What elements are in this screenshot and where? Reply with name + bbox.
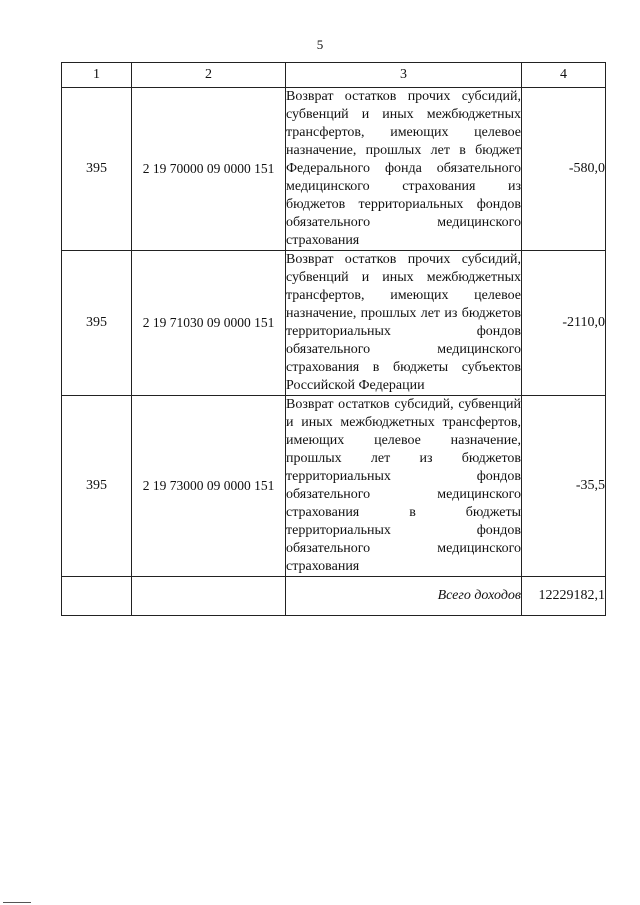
column-header-4: 4 [522, 63, 606, 88]
description-cell: Возврат остатков прочих субсидий, субвенций и иных межбюджетных трансфертов, имеющих целевое назначение, прошлых лет в бюджет Федерального фонда обязательного медицинского страхования из бюджетов территориальных фондов обязательного медицинского страхования [286, 88, 522, 251]
table-row [62, 88, 606, 251]
amount-cell: -35,5 [522, 396, 606, 577]
page-number: 5 [316, 37, 324, 52]
empty-cell [62, 577, 132, 616]
budget-code-cell: 2 19 70000 09 0000 151 [132, 88, 286, 251]
admin-code-cell: 395 [62, 251, 132, 396]
empty-cell [132, 577, 286, 616]
table-row [62, 396, 606, 577]
footer-mark [3, 902, 31, 903]
column-header-1: 1 [62, 63, 132, 88]
description-cell: Возврат остатков субсидий, субвенций и иных межбюджетных трансфертов, имеющих целевое назначение, прошлых лет из бюджетов территориальных фондов обязательного медицинского страхования в бюджеты территориальных фондов обязательного медицинского страхования [286, 396, 522, 577]
budget-code-cell: 2 19 71030 09 0000 151 [132, 251, 286, 396]
budget-code-cell: 2 19 73000 09 0000 151 [132, 396, 286, 577]
amount-cell: -580,0 [522, 88, 606, 251]
column-header-2: 2 [132, 63, 286, 88]
description-cell: Возврат остатков прочих субсидий, субвенций и иных межбюджетных трансфертов, имеющих целевое назначение, прошлых лет из бюджетов территориальных фондов обязательного медицинского страхования в бюджеты субъектов Российской Федерации [286, 251, 522, 396]
table-header-row [62, 63, 606, 88]
table-row [62, 251, 606, 396]
revenue-table [61, 62, 606, 616]
column-header-3: 3 [286, 63, 522, 88]
total-label: Всего доходов [286, 577, 522, 616]
amount-cell: -2110,0 [522, 251, 606, 396]
admin-code-cell: 395 [62, 88, 132, 251]
admin-code-cell: 395 [62, 396, 132, 577]
total-amount: 12229182,1 [522, 577, 606, 616]
total-row [62, 577, 606, 616]
